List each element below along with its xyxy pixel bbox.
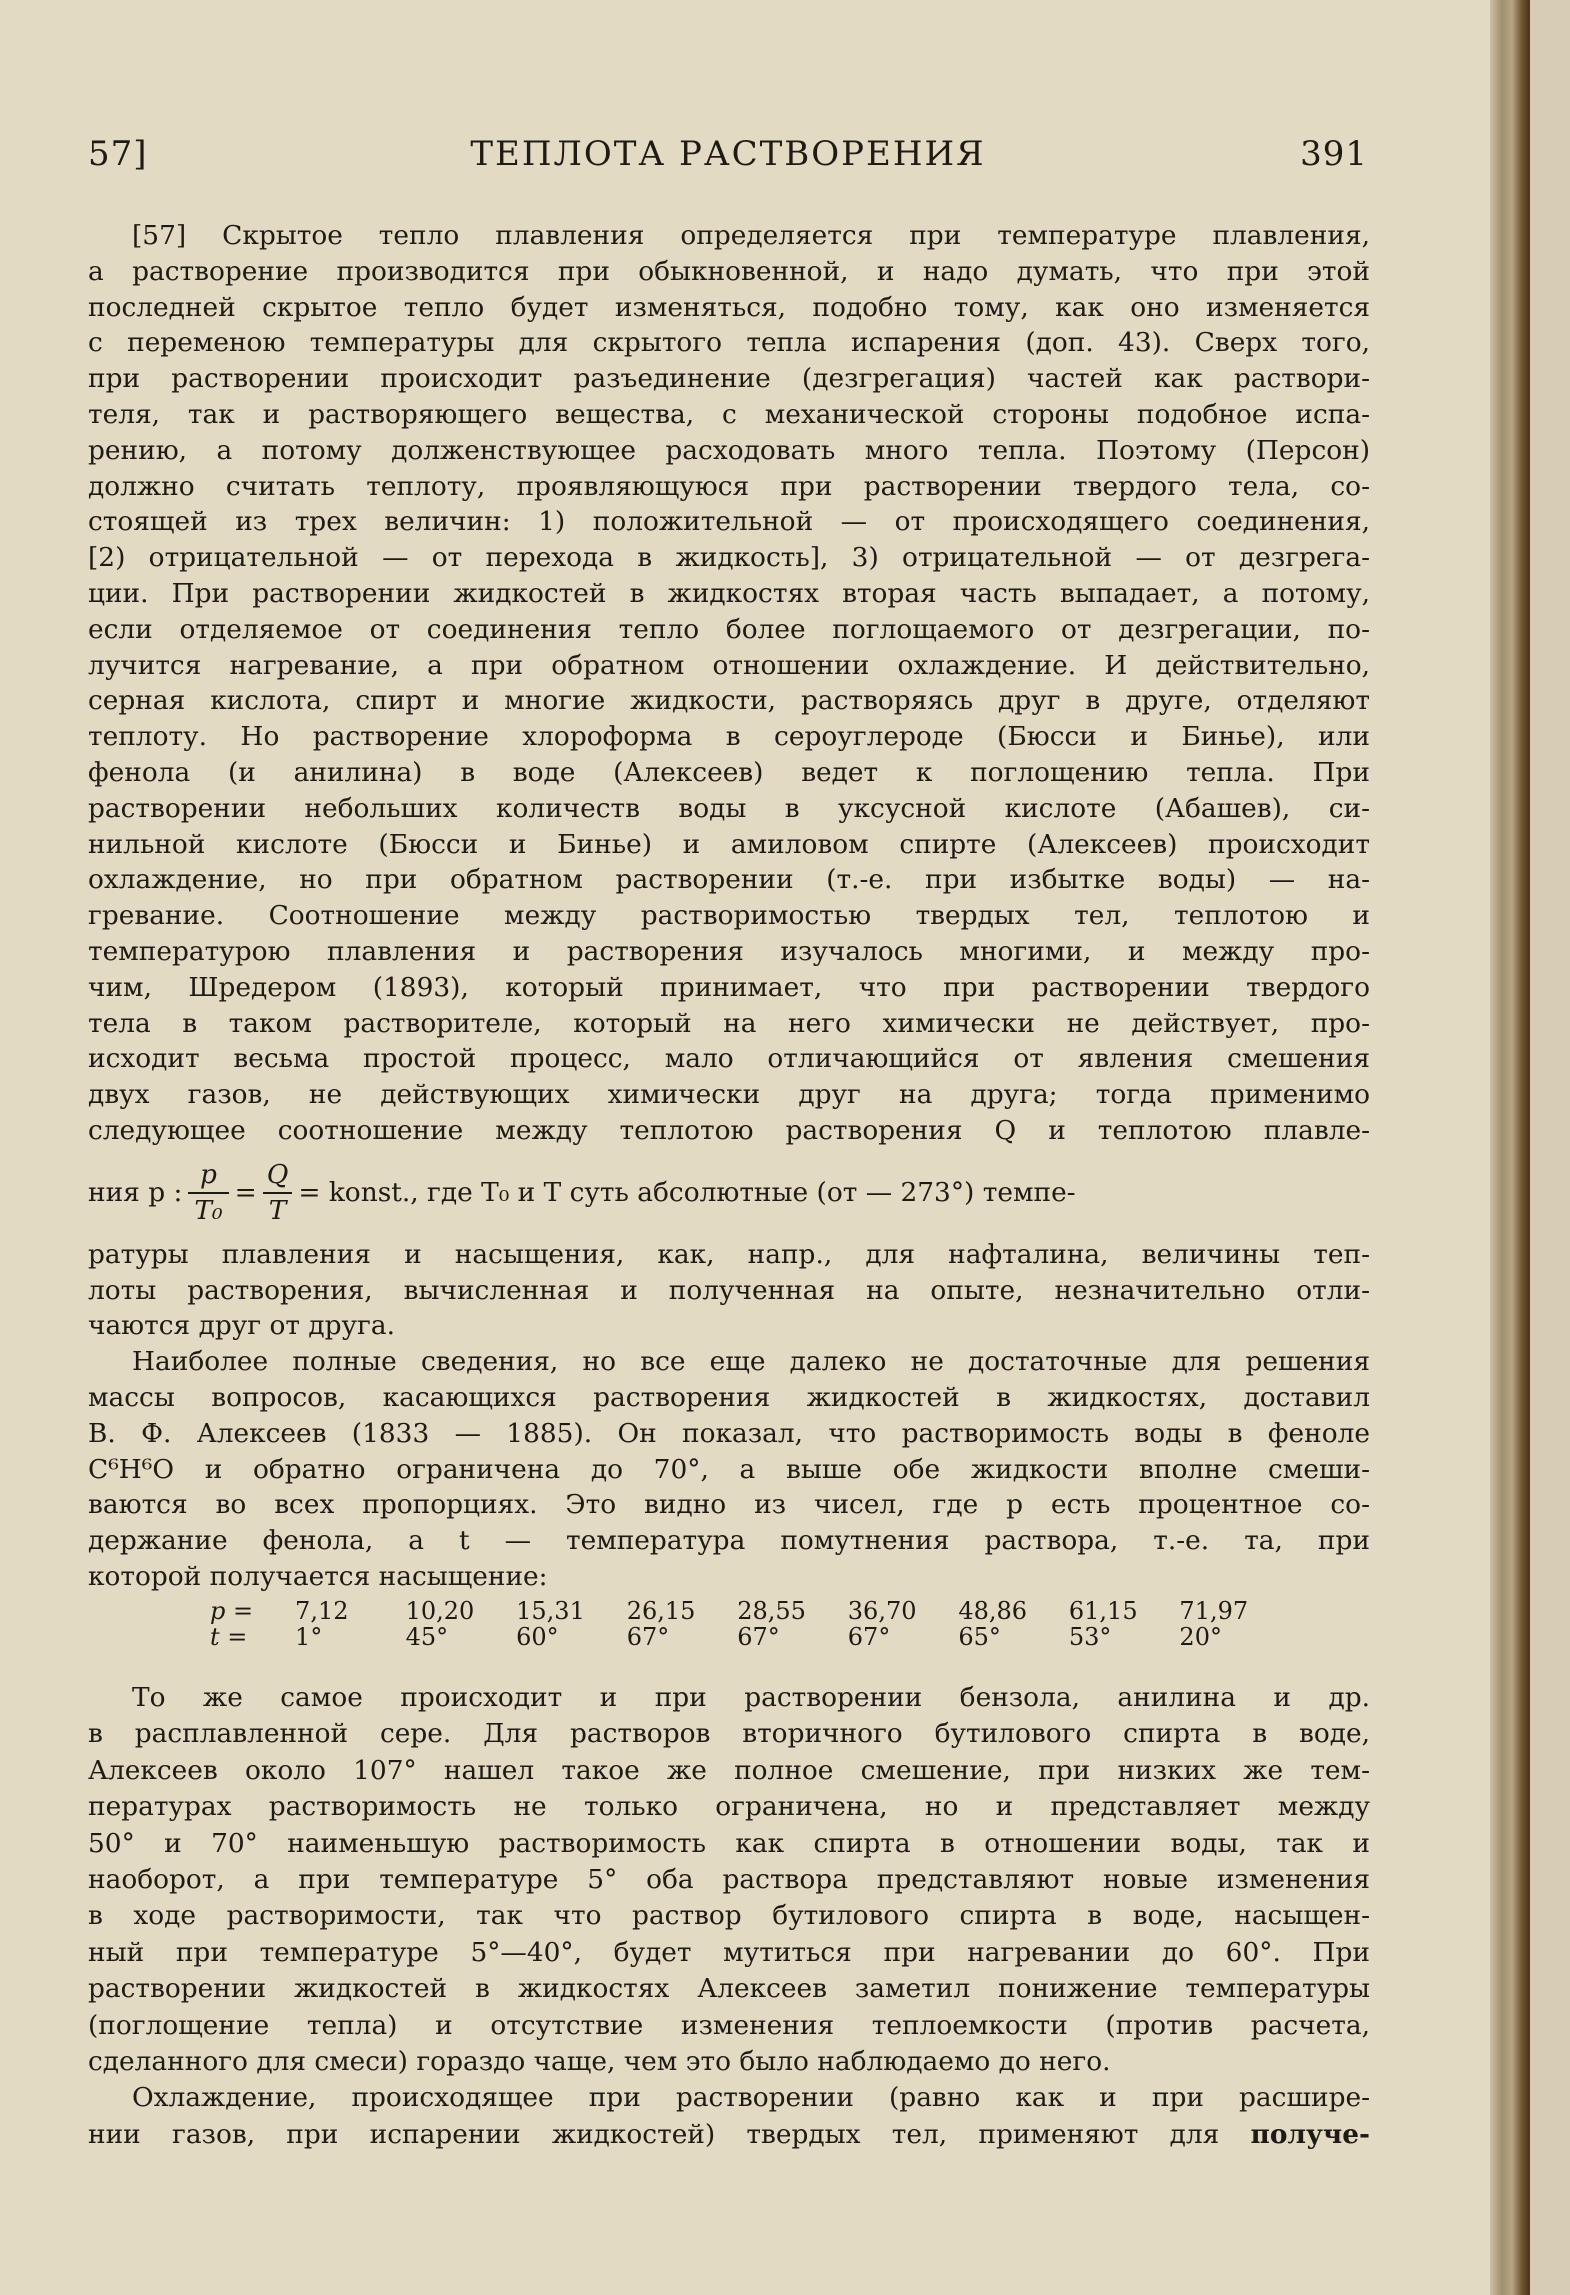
text-line: следующее соотношение между теплотою растворения Q и теплотою плавле- <box>88 1114 1370 1146</box>
text-line: держание фенола, а t — температура помутнения раствора, т.-е. та, при <box>88 1525 1370 1557</box>
table-cell-p: 48,86 <box>958 1597 1028 1625</box>
text-line: В. Ф. Алексеев (1833 — 1885). Он показал, что растворимость воды в феноле <box>88 1417 1370 1449</box>
table-cell-t: 20° <box>1179 1623 1222 1651</box>
text-line: ный при температуре 5°—40°, будет мутиться при нагревании до 60°. При <box>88 1936 1370 1968</box>
table-cell-p: 10,20 <box>405 1597 475 1625</box>
running-header <box>88 134 1368 184</box>
text-line: а растворение производится при обыкновенной, и надо думать, что при этой <box>88 255 1370 287</box>
text-line: гревание. Соотношение между растворимостью твердых тел, теплотою и <box>88 900 1370 932</box>
text-line: наоборот, а при температуре 5° оба раствора представляют новые изменения <box>88 1863 1370 1895</box>
text-line: сделанного для смеси) гораздо чаще, чем это было наблюдаемо до него. <box>88 2045 1111 2077</box>
formula-suffix: = konst., где T₀ и T суть абсолютные (от — 273°) темпе- <box>298 1176 1076 1208</box>
table-cell-t: 1° <box>295 1623 323 1651</box>
text-line: тела в таком растворителе, который на него химически не действует, про- <box>88 1007 1370 1039</box>
text-line: с переменою температуры для скрытого тепла испарения (доп. 43). Сверх того, <box>88 327 1370 359</box>
text-line: в ходе растворимости, так что раствор бутилового спирта в воде, насыщен- <box>88 1900 1370 1932</box>
paragraph-1-end <box>88 1237 1370 1344</box>
fraction-numerator: Q <box>266 1158 289 1190</box>
text-line: должно считать теплоту, проявляющуюся при растворении твердого тела, со- <box>88 470 1370 502</box>
text-line: лоты растворения, вычисленная и полученная на опыте, незначительно отли- <box>88 1274 1370 1306</box>
text-line: фенола (и анилина) в воде (Алексеев) ведет к поглощению тепла. При <box>88 756 1370 788</box>
section-number: 57] <box>88 134 148 174</box>
text-line: нильной кислоте (Бюсси и Бинье) и амиловом спирте (Алексеев) происходит <box>88 828 1370 860</box>
text-line: рению, а потому долженствующее расходовать много тепла. Поэтому (Персон) <box>88 434 1370 466</box>
table-cell-p: 36,70 <box>847 1597 917 1625</box>
text-line: температурою плавления и растворения изучалось многими, и между про- <box>88 935 1370 967</box>
text-line: лучится нагревание, а при обратном отношении охлаждение. И действительно, <box>88 649 1370 681</box>
table-cell-p: 71,97 <box>1179 1597 1249 1625</box>
page-number: 391 <box>1300 134 1368 174</box>
table-cell-t: 60° <box>516 1623 559 1651</box>
running-title: ТЕПЛОТА РАСТВОРЕНИЯ <box>470 134 986 174</box>
text-line: Наиболее полные сведения, но все еще далеко не достаточные для решения <box>132 1346 1370 1378</box>
row-label-t: t = <box>210 1623 248 1651</box>
fraction-q-t <box>263 1158 293 1228</box>
table-cell-t: 53° <box>1068 1623 1112 1651</box>
table-cell-p: 26,15 <box>626 1597 696 1625</box>
table-cell-t: 67° <box>737 1623 780 1651</box>
text-line: растворении жидкостей в жидкостях Алексеев заметил понижение температуры <box>88 1973 1370 2005</box>
text-line: в расплавленной сере. Для растворов вторичного бутилового спирта в воде, <box>88 1718 1370 1750</box>
fraction-numerator: p <box>200 1158 217 1190</box>
text-line: То же самое происходит и при растворении бензола, анилина и др. <box>132 1682 1370 1713</box>
body-text <box>88 218 1370 1595</box>
table-row-t <box>210 1624 1290 1650</box>
page-edge <box>1490 0 1530 2295</box>
fraction-p-t0 <box>188 1158 228 1228</box>
paragraph-3 <box>88 1680 1370 2080</box>
text-line <box>88 2080 1370 2116</box>
table-cell-t: 67° <box>847 1623 891 1651</box>
text-line: чим, Шредером (1893), который принимает, что при растворении твердого <box>88 971 1370 1003</box>
text-line: исходит весьма простой процесс, мало отличающийся от явления смешения <box>88 1043 1370 1075</box>
solubility-table <box>210 1598 1290 1650</box>
text-line: пературах растворимость не только ограничена, но и представляет между <box>88 1791 1370 1823</box>
text-line: охлаждение, но при обратном растворении (т.-е. при избытке воды) — на- <box>88 864 1370 896</box>
text-line: [2) отрицательной — от перехода в жидкость], 3) отрицательной — от дезгрега- <box>88 542 1370 574</box>
text-line: ратуры плавления и насыщения, как, напр., для нафталина, величины теп- <box>88 1238 1370 1270</box>
text-line <box>88 2117 1370 2153</box>
text-line: если отделяемое от соединения тепло более поглощаемого от дезгрегации, по- <box>88 613 1370 645</box>
table-cell-t: 65° <box>958 1623 1001 1651</box>
text-line: [57] Скрытое тепло плавления определяется при температуре плавления, <box>132 220 1370 251</box>
table-cell-p: 7,12 <box>295 1597 349 1625</box>
equals-sign: = <box>234 1176 257 1208</box>
text-line: последней скрытое тепло будет изменяться, подобно тому, как оно изменяется <box>88 291 1370 323</box>
paragraph-1 <box>88 218 1370 1149</box>
text-line: при растворении происходит разъединение (дезгрегация) частей как раствори- <box>88 363 1370 395</box>
text-line: которой получается насыщение: <box>88 1560 548 1592</box>
text-line: растворении небольших количеств воды в уксусной кислоте (Абашев), си- <box>88 792 1370 824</box>
formula-line <box>88 1149 1370 1237</box>
table-cell-t: 45° <box>405 1623 449 1651</box>
paragraph-4 <box>88 2080 1370 2153</box>
body-text-continued <box>88 1680 1370 2153</box>
text-line: Алексеев около 107° нашел такое же полное смешение, при низких же тем- <box>88 1754 1370 1786</box>
text-line: C⁶H⁶O и обратно ограничена до 70°, а выше обе жидкости вполне смеши- <box>88 1453 1370 1485</box>
text-line: массы вопросов, касающихся растворения жидкостей в жидкостях, доставил <box>88 1381 1370 1413</box>
table-cell-p: 15,31 <box>516 1597 585 1625</box>
text-line: теплоту. Но растворение хлороформа в сероуглероде (Бюсси и Бинье), или <box>88 721 1370 753</box>
text-line: серная кислота, спирт и многие жидкости, растворяясь друг в друге, отделяют <box>88 685 1370 717</box>
text-segment: Охлаждение, происходящее при растворении (равно как и при расшире- <box>132 2082 1370 2114</box>
text-segment: нии газов, при испарении жидкостей) твердых тел, применяют для <box>88 2118 1220 2150</box>
text-line: чаются друг от друга. <box>88 1310 395 1342</box>
text-line: стоящей из трех величин: 1) положительной — от происходящего соединения, <box>88 506 1370 538</box>
text-line: ваются во всех пропорциях. Это видно из чисел, где p есть процентное со- <box>88 1489 1370 1521</box>
paragraph-2 <box>88 1344 1370 1595</box>
text-line: двух газов, не действующих химически друг на друга; тогда применимо <box>88 1079 1370 1111</box>
text-line: теля, так и растворяющего вещества, с механической стороны подобное испа- <box>88 398 1370 430</box>
text-line: ции. При растворении жидкостей в жидкостях вторая часть выпадает, а потому, <box>88 577 1370 609</box>
fraction-denominator: T₀ <box>188 1192 228 1228</box>
table-cell-p: 61,15 <box>1068 1597 1138 1625</box>
bold-term: получе- <box>1250 2118 1370 2150</box>
row-label-p: p = <box>210 1597 254 1625</box>
table-row-p <box>210 1598 1290 1624</box>
formula-prefix: ния p : <box>88 1176 183 1208</box>
text-line: 50° и 70° наименьшую растворимость как спирта в отношении воды, так и <box>88 1827 1370 1859</box>
table-cell-t: 67° <box>626 1623 670 1651</box>
text-line: (поглощение тепла) и отсутствие изменения теплоемкости (против расчета, <box>88 2009 1370 2041</box>
table-cell-p: 28,55 <box>737 1597 806 1625</box>
fraction-denominator: T <box>263 1192 293 1228</box>
